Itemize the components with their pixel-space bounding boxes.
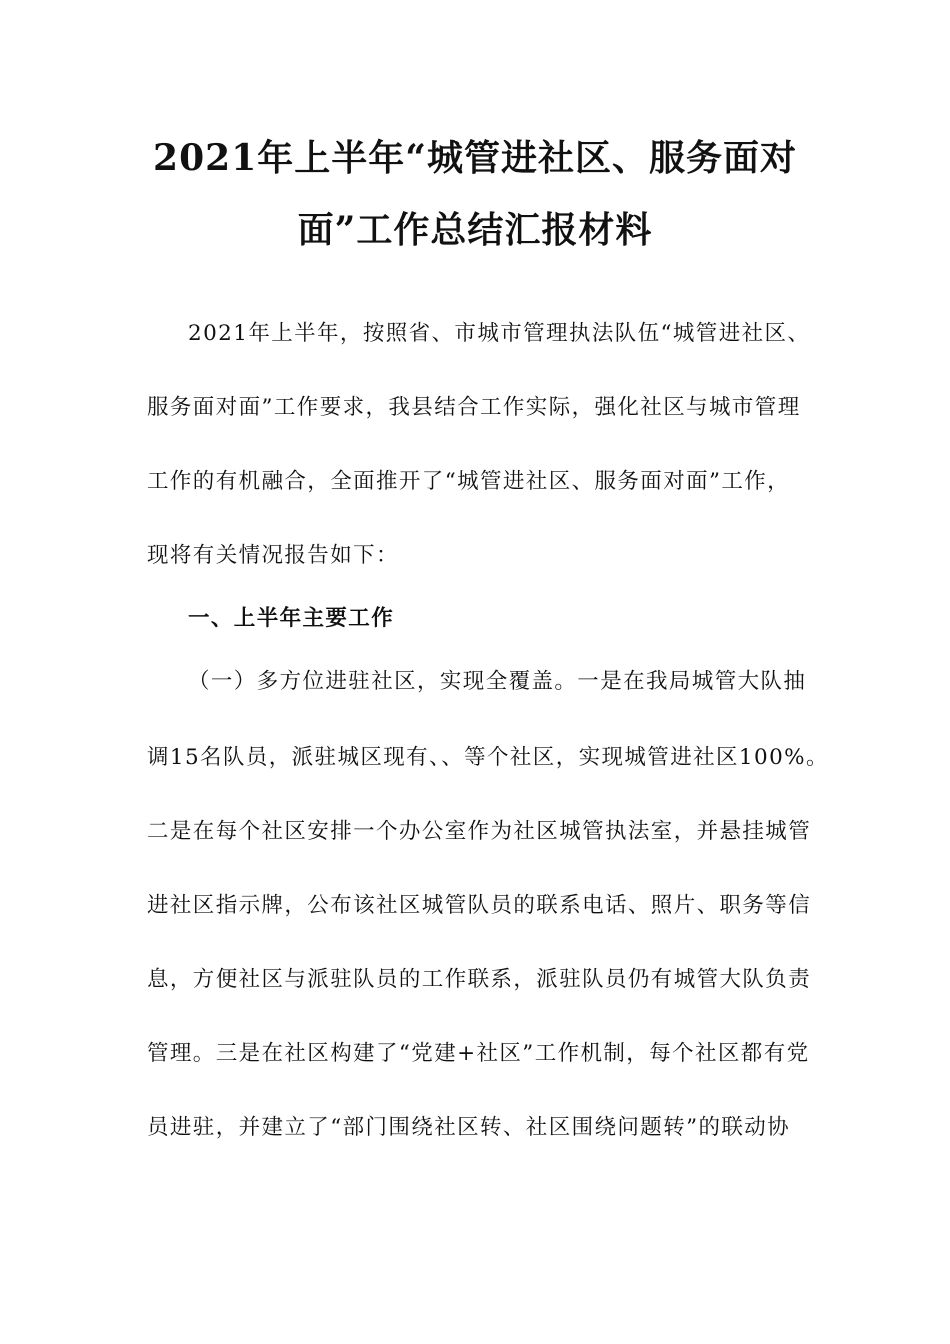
- paragraph-line: 管理。三是在社区构建了“党建+社区”工作机制，每个社区都有党: [147, 1041, 810, 1066]
- paragraph-line: 二是在每个社区安排一个办公室作为社区城管执法室，并悬挂城管: [147, 819, 812, 844]
- paragraph-line: 员进驻，并建立了“部门围绕社区转、社区围绕问题转”的联动协: [147, 1115, 791, 1140]
- paragraph-line: 服务面对面”工作要求，我县结合工作实际，强化社区与城市管理: [147, 395, 801, 420]
- paragraph-line: 息，方便社区与派驻队员的工作联系，派驻队员仍有城管大队负责: [147, 967, 812, 992]
- paragraph-line: 调15名队员，派驻城区现有、、等个社区，实现城管进社区100%。: [147, 745, 829, 770]
- paragraph-line: 工作的有机融合，全面推开了“城管进社区、服务面对面”工作，: [147, 469, 791, 494]
- section-heading: 一、上半年主要工作: [188, 606, 395, 631]
- paragraph-line: 2021年上半年，按照省、市城市管理执法队伍“城管进社区、: [188, 321, 811, 346]
- paragraph-line: 进社区指示牌，公布该社区城管队员的联系电话、照片、职务等信: [147, 893, 812, 918]
- paragraph-line: （一）多方位进驻社区，实现全覆盖。一是在我局城管大队抽: [188, 669, 807, 694]
- document-title-line-1: 2021年上半年“城管进社区、服务面对: [153, 137, 797, 179]
- paragraph-line: 现将有关情况报告如下：: [147, 543, 399, 568]
- document-title-line-2: 面”工作总结汇报材料: [297, 209, 653, 251]
